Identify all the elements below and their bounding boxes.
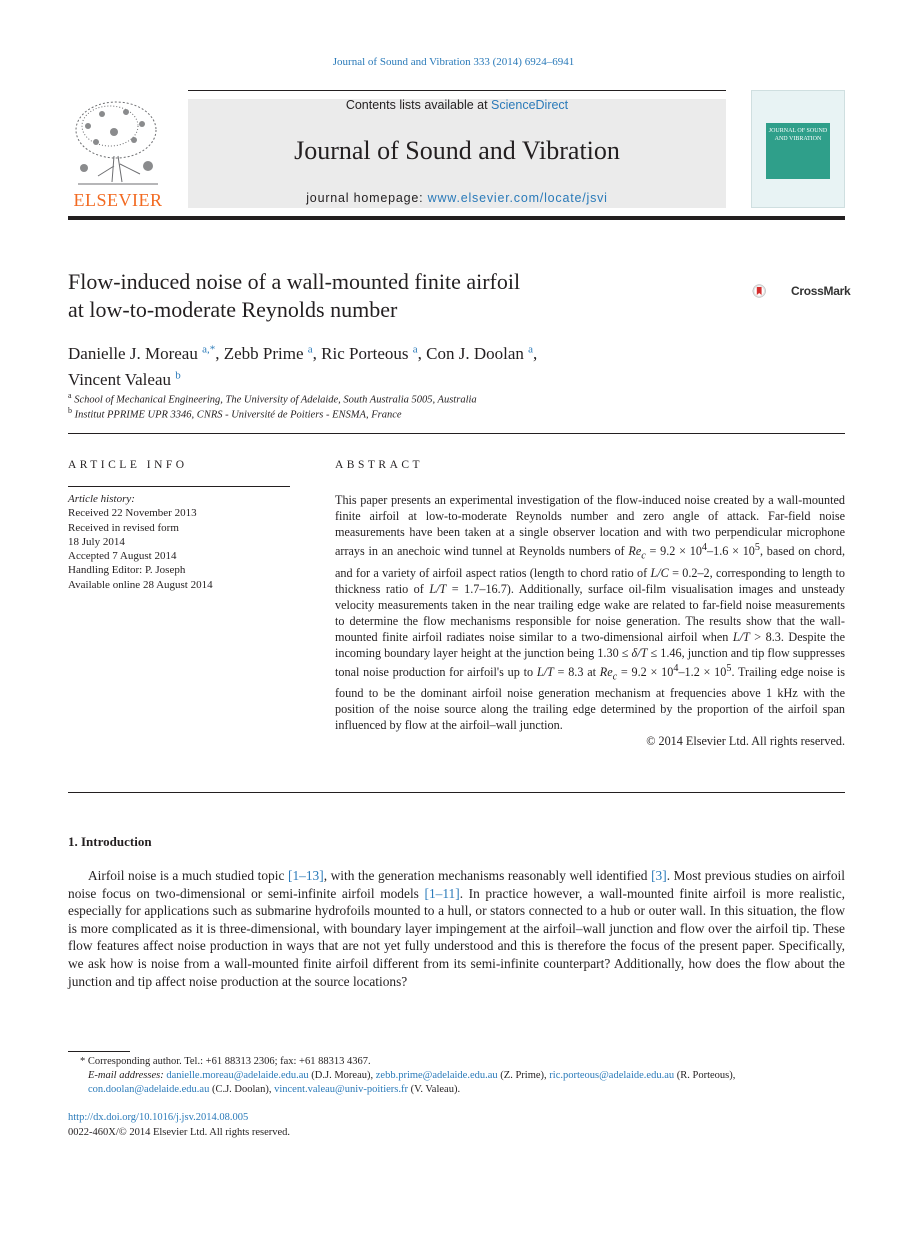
reference-link[interactable]: [1–13]: [287, 868, 324, 883]
author-2[interactable]: Zebb Prime $^a$,: [223, 343, 322, 363]
article-info-rule: [68, 486, 290, 487]
section-heading-introduction: 1. Introduction: [68, 834, 152, 849]
author-3[interactable]: Ric Porteous $^a$,: [321, 343, 427, 363]
banner-top-rule: [188, 90, 726, 91]
homepage-link[interactable]: www.elsevier.com/locate/jsvi: [427, 191, 608, 205]
email-link[interactable]: con.doolan@adelaide.edu.au: [88, 1084, 210, 1095]
journal-citation[interactable]: Journal of Sound and Vibration 333 (2014) 6924–6941: [332, 56, 575, 68]
history-label: Article history:: [68, 493, 135, 505]
author-5[interactable]: Vincent Valeau $^b$: [68, 369, 181, 390]
journal-title: Journal of Sound and Vibration: [294, 136, 620, 165]
elsevier-wordmark: ELSEVIER: [73, 190, 163, 210]
crossmark-icon[interactable]: [752, 273, 792, 309]
history-line: Accepted 7 August 2014: [68, 550, 177, 563]
journal-cover-thumbnail: [751, 90, 845, 208]
contents-prefix: Contents lists available at: [345, 98, 492, 112]
crossmark-label[interactable]: CrossMark: [791, 284, 851, 298]
homepage-prefix: journal homepage:: [306, 191, 428, 205]
corresponding-author-note: * Corresponding author. Tel.: +61 88313 2306; fax: +61 88313 4367.: [80, 1056, 371, 1067]
history-line: Handling Editor: P. Joseph: [68, 564, 186, 577]
abstract-paragraph: This paper presents an experimental investigation of the flow-induced noise created by a wall-mounted finite airfoil at low-to-moderate Reynolds number and zero angle of attack. Far-field noise measurements have been taken at a single observer location and with two perpendicular microphone arrays in an anechoic wind tunnel at Reynolds numbers of $Re_c = 9.2 \times 10^4-1.6 \times 10^5$, based on chord, and for a variety of airfoil aspect ratios (length to chord ratio of L/C = 0.2–2, corresponding to length to thickness ratio of L/T = 1.7–16.7). Additionally, surface oil-film visualisation images and unsteady velocity measurements taken in the near trailing edge wake are related to far-field noise measurements to determine the flow mechanisms responsible for noise generation. The results show that the wall-mounted finite airfoil radiates noise similar to a two-dimensional airfoil when L/T > 8.3. Despite the incoming boundary layer height at the junction being 1.30 ≤ δ/T ≤ 1.46, junction and tip flow suppresses tonal noise production for airfoil's up to L/T = 8.3 at $Re_c = 9.2 \times 10^4-1.2 \times 10^5$. Trailing edge noise is found to be the dominant airfoil noise generation mechanism at frequencies above 1 kHz with the position of the noise source along the trailing edge determined by the proportion of the airfoil span influenced by flow at the airfoil–wall junction.: [335, 493, 846, 732]
sciencedirect-link[interactable]: ScienceDirect: [491, 98, 569, 112]
email-link[interactable]: zebb.prime@adelaide.edu.au: [375, 1070, 498, 1081]
doi-link[interactable]: http://dx.doi.org/10.1016/j.jsv.2014.08.005: [68, 1112, 249, 1123]
introduction-paragraph: Airfoil noise is a much studied topic [1–13], with the generation mechanisms reasonably well identified [3]. Most previous studies on airfoil noise focus on two-dimensional or semi-infinite airfoil models [1–11]. In practice however, a wall-mounted finite airfoil is more realistic, especially for applications such as submarine hydrofoils mounted to a hull, or stators connected to a hub or outer wall. In this situation, the flow is more complicated as it is three-dimensional, with boundary layer impingement at the airfoil–wall junction and flow over the airfoil tip. These flow features affect noise production in ways that are not yet fully understood and this is therefore the focus of the present paper. Specifically, we ask how is noise from a wall-mounted finite airfoil different from its semi-infinite counterpart? Additionally, how does the flow about the junction and tip affect noise production at the source locations?: [68, 868, 845, 989]
footnote-rule: [68, 1051, 130, 1052]
abstract-body: [335, 492, 845, 749]
affiliation-b: $^b$ Institut PPRIME UPR 3346, CNRS - Université de Poitiers - ENSMA, France: [68, 406, 402, 421]
reference-link[interactable]: [1–11]: [424, 885, 460, 901]
article-info-heading: ARTICLE INFO: [68, 459, 188, 471]
paper-title: [68, 268, 718, 324]
header-rule: [68, 216, 845, 220]
author-4[interactable]: Con J. Doolan $^a$,: [426, 343, 538, 363]
history-line: Received in revised form: [68, 521, 179, 534]
author-1[interactable]: Danielle J. Moreau $^{a,*}$,: [68, 343, 224, 363]
email-link[interactable]: ric.porteous@adelaide.edu.au: [549, 1070, 675, 1081]
homepage-line: [188, 191, 726, 205]
cover-title: JOURNAL OF SOUND AND VIBRATION: [768, 128, 828, 142]
history-line: Available online 28 August 2014: [68, 578, 213, 591]
title-line-1: Flow-induced noise of a wall-mounted finite airfoil: [68, 269, 521, 294]
affiliation-rule: [68, 433, 845, 434]
abstract-heading: ABSTRACT: [335, 459, 424, 471]
issn-copyright: 0022-460X/© 2014 Elsevier Ltd. All rights reserved.: [68, 1127, 291, 1138]
email-link[interactable]: vincent.valeau@univ-poitiers.fr: [274, 1084, 408, 1095]
email-link[interactable]: danielle.moreau@adelaide.edu.au: [166, 1070, 309, 1081]
article-history: [68, 492, 298, 592]
reference-link[interactable]: [3]: [651, 868, 667, 883]
affiliation-a: $^a$ School of Mechanical Engineering, The University of Adelaide, South Australia 5005, Australia: [68, 391, 477, 406]
author-list: [68, 338, 768, 391]
abstract-copyright: © 2014 Elsevier Ltd. All rights reserved.: [646, 734, 845, 748]
email-addresses: E-mail addresses: danielle.moreau@adelaide.edu.au (D.J. Moreau), zebb.prime@adelaide.edu.au (Z. Prime), ric.porteous@adelaide.edu.au (R. Porteous), con.doolan@adelaide.edu.au (C.J. Doolan), vincent.valeau@univ-poitiers.fr (V. Valeau).: [88, 1070, 736, 1095]
title-line-2: at low-to-moderate Reynolds number: [68, 297, 398, 322]
history-line: Received 22 November 2013: [68, 507, 197, 520]
abstract-rule: [68, 792, 845, 793]
history-line: 18 July 2014: [68, 535, 125, 548]
contents-line: [188, 98, 726, 112]
